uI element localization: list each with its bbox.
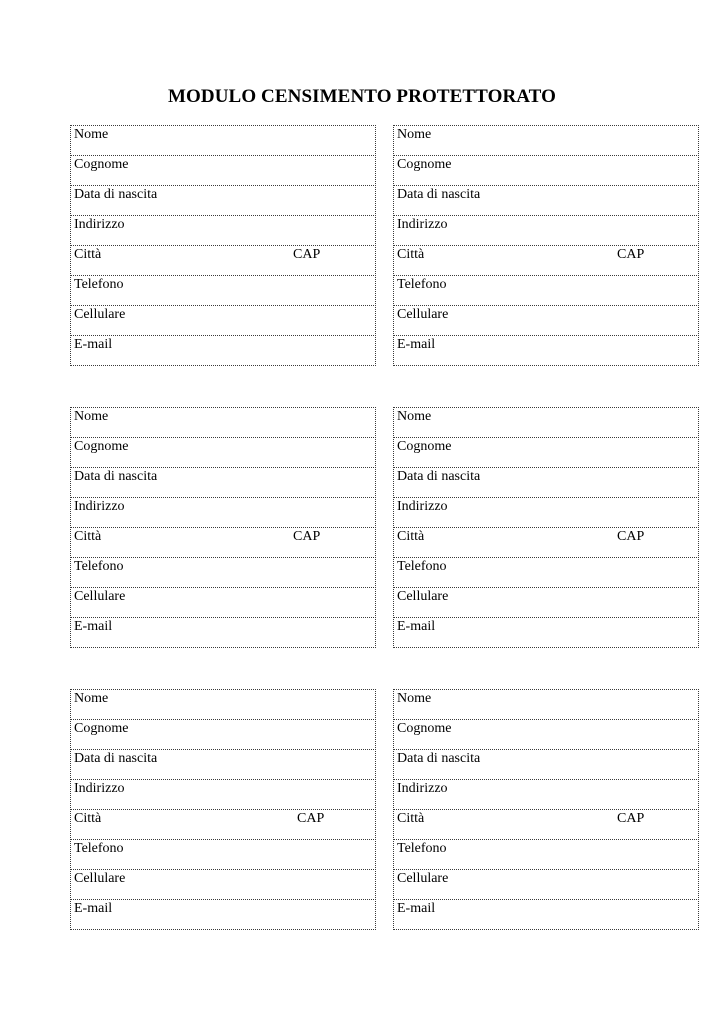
- surname-field[interactable]: [70, 719, 376, 750]
- field-label: Data di nascita: [74, 187, 158, 202]
- mobile-field[interactable]: [70, 305, 376, 336]
- surname-field[interactable]: [393, 155, 699, 186]
- field-label: E-mail: [397, 619, 436, 634]
- field-label: Cellulare: [397, 871, 449, 886]
- field-label: E-mail: [397, 337, 436, 352]
- field-label: Indirizzo: [397, 499, 448, 514]
- person-card: [70, 125, 376, 366]
- field-label: Nome: [74, 691, 109, 706]
- field-label: Cellulare: [74, 307, 126, 322]
- birthdate-field[interactable]: [393, 467, 699, 498]
- field-label: Città: [397, 247, 425, 262]
- field-label: E-mail: [74, 337, 113, 352]
- mobile-field[interactable]: [70, 587, 376, 618]
- birthdate-field[interactable]: [393, 185, 699, 216]
- field-label: Data di nascita: [397, 187, 481, 202]
- name-field[interactable]: [70, 407, 376, 438]
- surname-field[interactable]: [70, 437, 376, 468]
- name-field[interactable]: [70, 125, 376, 156]
- address-field[interactable]: [70, 497, 376, 528]
- cap-label: CAP: [293, 529, 321, 544]
- name-field[interactable]: [393, 689, 699, 720]
- address-field[interactable]: [70, 779, 376, 810]
- field-label: Data di nascita: [74, 469, 158, 484]
- birthdate-field[interactable]: [70, 467, 376, 498]
- field-label: Indirizzo: [74, 499, 125, 514]
- birthdate-field[interactable]: [393, 749, 699, 780]
- field-label: Data di nascita: [397, 751, 481, 766]
- phone-field[interactable]: [70, 839, 376, 870]
- field-label: Telefono: [74, 559, 124, 574]
- phone-field[interactable]: [393, 557, 699, 588]
- field-label: Telefono: [397, 841, 447, 856]
- field-label: Indirizzo: [397, 781, 448, 796]
- name-field[interactable]: [393, 407, 699, 438]
- field-label: Nome: [74, 409, 109, 424]
- address-field[interactable]: [393, 497, 699, 528]
- phone-field[interactable]: [70, 557, 376, 588]
- city-field[interactable]: [393, 245, 699, 276]
- email-field[interactable]: [70, 335, 376, 366]
- person-card: [70, 689, 376, 930]
- field-label: Telefono: [74, 277, 124, 292]
- field-label: Cognome: [397, 721, 452, 736]
- field-label: Indirizzo: [397, 217, 448, 232]
- field-label: Telefono: [397, 559, 447, 574]
- form-title: MODULO CENSIMENTO PROTETTORATO: [168, 86, 556, 107]
- surname-field[interactable]: [70, 155, 376, 186]
- cap-label: CAP: [293, 247, 321, 262]
- person-card: [393, 125, 699, 366]
- surname-field[interactable]: [393, 719, 699, 750]
- field-label: Cognome: [74, 439, 129, 454]
- field-label: Indirizzo: [74, 781, 125, 796]
- name-field[interactable]: [393, 125, 699, 156]
- address-field[interactable]: [393, 215, 699, 246]
- field-label: Cognome: [397, 157, 452, 172]
- field-label: Nome: [397, 127, 432, 142]
- city-field[interactable]: [393, 527, 699, 558]
- field-label: Data di nascita: [74, 751, 158, 766]
- phone-field[interactable]: [393, 839, 699, 870]
- field-label: Indirizzo: [74, 217, 125, 232]
- field-label: Città: [74, 811, 102, 826]
- phone-field[interactable]: [393, 275, 699, 306]
- field-label: Cognome: [74, 157, 129, 172]
- email-field[interactable]: [393, 335, 699, 366]
- city-field[interactable]: [393, 809, 699, 840]
- field-label: Cellulare: [74, 589, 126, 604]
- surname-field[interactable]: [393, 437, 699, 468]
- field-label: Città: [397, 811, 425, 826]
- person-card: [70, 407, 376, 648]
- cap-label: CAP: [617, 811, 645, 826]
- field-label: Telefono: [74, 841, 124, 856]
- name-field[interactable]: [70, 689, 376, 720]
- address-field[interactable]: [393, 779, 699, 810]
- field-label: Città: [74, 247, 102, 262]
- field-label: Cognome: [74, 721, 129, 736]
- address-field[interactable]: [70, 215, 376, 246]
- cap-label: CAP: [297, 811, 325, 826]
- field-label: E-mail: [74, 901, 113, 916]
- field-label: Cognome: [397, 439, 452, 454]
- field-label: E-mail: [397, 901, 436, 916]
- person-card: [393, 407, 699, 648]
- field-label: Cellulare: [74, 871, 126, 886]
- mobile-field[interactable]: [393, 587, 699, 618]
- field-label: E-mail: [74, 619, 113, 634]
- email-field[interactable]: [70, 617, 376, 648]
- field-label: Cellulare: [397, 589, 449, 604]
- field-label: Nome: [397, 691, 432, 706]
- city-field[interactable]: [70, 527, 376, 558]
- field-label: Città: [397, 529, 425, 544]
- cap-label: CAP: [617, 247, 645, 262]
- field-label: Cellulare: [397, 307, 449, 322]
- city-field[interactable]: [70, 245, 376, 276]
- email-field[interactable]: [70, 899, 376, 930]
- field-label: Città: [74, 529, 102, 544]
- mobile-field[interactable]: [393, 869, 699, 900]
- birthdate-field[interactable]: [70, 185, 376, 216]
- birthdate-field[interactable]: [70, 749, 376, 780]
- field-label: Nome: [74, 127, 109, 142]
- cap-label: CAP: [617, 529, 645, 544]
- field-label: Telefono: [397, 277, 447, 292]
- field-label: Nome: [397, 409, 432, 424]
- person-card: [393, 689, 699, 930]
- email-field[interactable]: [393, 617, 699, 648]
- email-field[interactable]: [393, 899, 699, 930]
- mobile-field[interactable]: [393, 305, 699, 336]
- mobile-field[interactable]: [70, 869, 376, 900]
- field-label: Data di nascita: [397, 469, 481, 484]
- city-field[interactable]: [70, 809, 376, 840]
- phone-field[interactable]: [70, 275, 376, 306]
